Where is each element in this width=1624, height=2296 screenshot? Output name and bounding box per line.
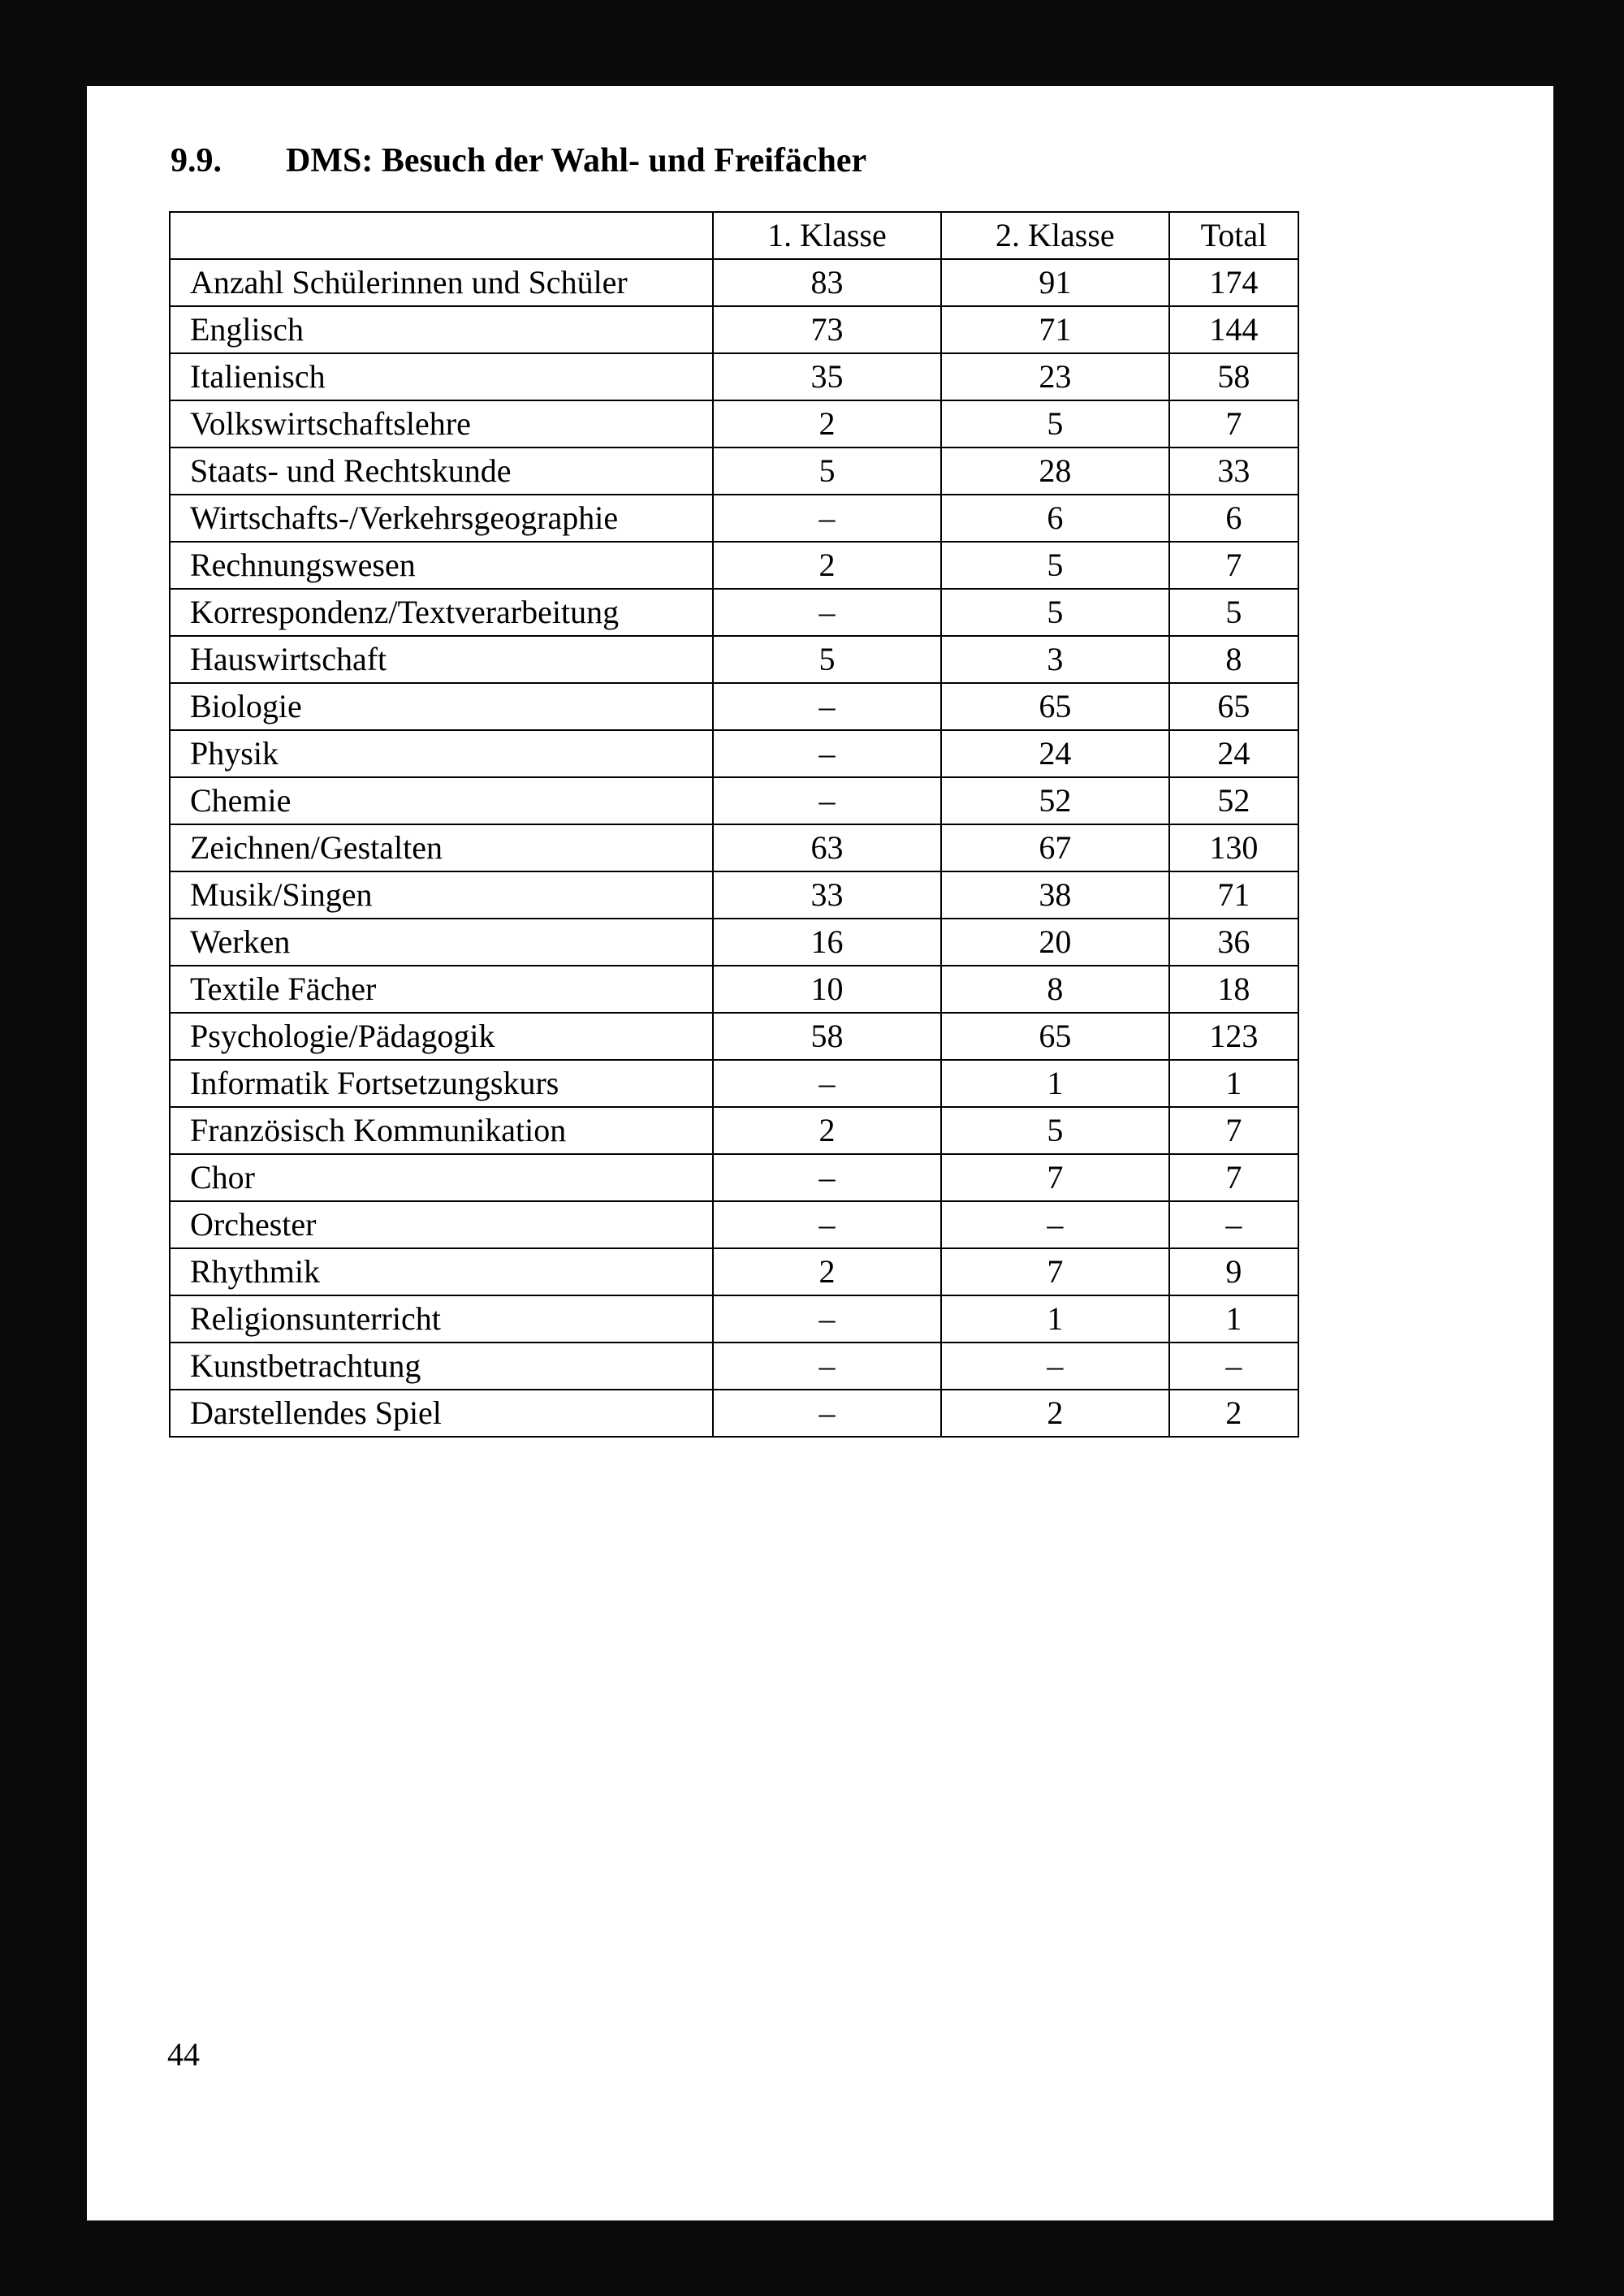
subject-cell: Religionsunterricht — [170, 1295, 713, 1343]
klasse-1-cell: 2 — [713, 1248, 941, 1295]
total-cell: 7 — [1169, 1107, 1298, 1154]
klasse-1-cell: 58 — [713, 1013, 941, 1060]
klasse-1-cell: 2 — [713, 1107, 941, 1154]
klasse-1-cell: 73 — [713, 306, 941, 353]
table-row — [170, 1390, 1298, 1437]
klasse-2-cell: – — [941, 1201, 1169, 1248]
klasse-2-cell: 5 — [941, 589, 1169, 636]
klasse-1-cell: – — [713, 730, 941, 777]
table-row — [170, 400, 1298, 448]
subject-cell: Textile Fächer — [170, 966, 713, 1013]
table-body — [170, 259, 1298, 1437]
subject-cell: Volkswirtschaftslehre — [170, 400, 713, 448]
table-row — [170, 306, 1298, 353]
table-row — [170, 1060, 1298, 1107]
klasse-2-cell: 2 — [941, 1390, 1169, 1437]
total-cell: 2 — [1169, 1390, 1298, 1437]
klasse-1-cell: – — [713, 1343, 941, 1390]
total-cell: 7 — [1169, 1154, 1298, 1201]
subject-cell: Orchester — [170, 1201, 713, 1248]
klasse-2-cell: 52 — [941, 777, 1169, 824]
table-row — [170, 777, 1298, 824]
klasse-2-cell: 7 — [941, 1154, 1169, 1201]
subject-cell: Französisch Kommunikation — [170, 1107, 713, 1154]
subject-cell: Informatik Fortsetzungskurs — [170, 1060, 713, 1107]
table-row — [170, 919, 1298, 966]
subject-cell: Englisch — [170, 306, 713, 353]
klasse-1-cell: 35 — [713, 353, 941, 400]
table-row — [170, 1295, 1298, 1343]
klasse-1-cell: 83 — [713, 259, 941, 306]
klasse-2-cell: 1 — [941, 1060, 1169, 1107]
subject-cell: Biologie — [170, 683, 713, 730]
klasse-2-cell: 23 — [941, 353, 1169, 400]
total-cell: 1 — [1169, 1295, 1298, 1343]
subject-cell: Psychologie/Pädagogik — [170, 1013, 713, 1060]
subject-cell: Physik — [170, 730, 713, 777]
total-cell: 7 — [1169, 542, 1298, 589]
table-row — [170, 495, 1298, 542]
klasse-1-cell: – — [713, 1390, 941, 1437]
klasse-1-cell: 33 — [713, 871, 941, 919]
klasse-1-cell: 2 — [713, 400, 941, 448]
klasse-1-cell: – — [713, 1201, 941, 1248]
total-cell: 9 — [1169, 1248, 1298, 1295]
table-row — [170, 259, 1298, 306]
klasse-1-cell: – — [713, 495, 941, 542]
klasse-1-cell: – — [713, 1154, 941, 1201]
table-row — [170, 1343, 1298, 1390]
total-cell: 71 — [1169, 871, 1298, 919]
total-cell: 174 — [1169, 259, 1298, 306]
klasse-2-cell: 5 — [941, 542, 1169, 589]
total-cell: 1 — [1169, 1060, 1298, 1107]
klasse-1-cell: 10 — [713, 966, 941, 1013]
table-header-row — [170, 212, 1298, 259]
subject-cell: Werken — [170, 919, 713, 966]
klasse-2-cell: 24 — [941, 730, 1169, 777]
total-cell: 18 — [1169, 966, 1298, 1013]
table-row — [170, 353, 1298, 400]
total-cell: 33 — [1169, 448, 1298, 495]
subject-cell: Italienisch — [170, 353, 713, 400]
total-cell: – — [1169, 1343, 1298, 1390]
klasse-1-cell: – — [713, 589, 941, 636]
table-row — [170, 1013, 1298, 1060]
subject-cell: Staats- und Rechtskunde — [170, 448, 713, 495]
subject-cell: Rhythmik — [170, 1248, 713, 1295]
subject-cell: Darstellendes Spiel — [170, 1390, 713, 1437]
subject-cell: Korrespondenz/Textverarbeitung — [170, 589, 713, 636]
header-cell-klasse-2: 2. Klasse — [941, 212, 1169, 259]
section-heading — [171, 136, 866, 185]
klasse-1-cell: – — [713, 777, 941, 824]
klasse-2-cell: 6 — [941, 495, 1169, 542]
klasse-2-cell: 5 — [941, 400, 1169, 448]
total-cell: 130 — [1169, 824, 1298, 871]
subject-cell: Chor — [170, 1154, 713, 1201]
klasse-1-cell: 5 — [713, 636, 941, 683]
header-cell-subject — [170, 212, 713, 259]
table-row — [170, 824, 1298, 871]
total-cell: 8 — [1169, 636, 1298, 683]
klasse-2-cell: 91 — [941, 259, 1169, 306]
klasse-2-cell: 7 — [941, 1248, 1169, 1295]
total-cell: 123 — [1169, 1013, 1298, 1060]
table-row — [170, 871, 1298, 919]
table-row — [170, 1107, 1298, 1154]
subject-cell: Musik/Singen — [170, 871, 713, 919]
subject-cell: Hauswirtschaft — [170, 636, 713, 683]
klasse-1-cell: 5 — [713, 448, 941, 495]
total-cell: 144 — [1169, 306, 1298, 353]
table-row — [170, 1201, 1298, 1248]
total-cell: 24 — [1169, 730, 1298, 777]
total-cell: 52 — [1169, 777, 1298, 824]
table-row — [170, 636, 1298, 683]
total-cell: 65 — [1169, 683, 1298, 730]
klasse-1-cell: 63 — [713, 824, 941, 871]
subject-cell: Anzahl Schülerinnen und Schüler — [170, 259, 713, 306]
klasse-2-cell: 38 — [941, 871, 1169, 919]
klasse-2-cell: 3 — [941, 636, 1169, 683]
table-row — [170, 966, 1298, 1013]
header-cell-total: Total — [1169, 212, 1298, 259]
subject-cell: Wirtschafts-/Verkehrsgeographie — [170, 495, 713, 542]
klasse-2-cell: 8 — [941, 966, 1169, 1013]
header-cell-klasse-1: 1. Klasse — [713, 212, 941, 259]
total-cell: 58 — [1169, 353, 1298, 400]
table-row — [170, 730, 1298, 777]
total-cell: 6 — [1169, 495, 1298, 542]
subject-cell: Rechnungswesen — [170, 542, 713, 589]
total-cell: 7 — [1169, 400, 1298, 448]
section-number: 9.9. — [171, 142, 222, 179]
total-cell: 36 — [1169, 919, 1298, 966]
table-row — [170, 1248, 1298, 1295]
table-row — [170, 542, 1298, 589]
klasse-1-cell: 2 — [713, 542, 941, 589]
section-title: DMS: Besuch der Wahl- und Freifächer — [286, 142, 867, 179]
table-row — [170, 589, 1298, 636]
klasse-2-cell: 20 — [941, 919, 1169, 966]
subject-cell: Kunstbetrachtung — [170, 1343, 713, 1390]
klasse-2-cell: 5 — [941, 1107, 1169, 1154]
klasse-2-cell: 65 — [941, 683, 1169, 730]
attendance-table — [169, 211, 1299, 1438]
klasse-2-cell: 28 — [941, 448, 1169, 495]
subject-cell: Chemie — [170, 777, 713, 824]
table-row — [170, 448, 1298, 495]
klasse-2-cell: 65 — [941, 1013, 1169, 1060]
total-cell: – — [1169, 1201, 1298, 1248]
page-number: 44 — [167, 2036, 200, 2073]
subject-cell: Zeichnen/Gestalten — [170, 824, 713, 871]
klasse-1-cell: – — [713, 1060, 941, 1107]
klasse-1-cell: – — [713, 1295, 941, 1343]
klasse-2-cell: 71 — [941, 306, 1169, 353]
klasse-2-cell: – — [941, 1343, 1169, 1390]
klasse-2-cell: 1 — [941, 1295, 1169, 1343]
klasse-1-cell: – — [713, 683, 941, 730]
klasse-2-cell: 67 — [941, 824, 1169, 871]
total-cell: 5 — [1169, 589, 1298, 636]
table-row — [170, 683, 1298, 730]
klasse-1-cell: 16 — [713, 919, 941, 966]
table-row — [170, 1154, 1298, 1201]
